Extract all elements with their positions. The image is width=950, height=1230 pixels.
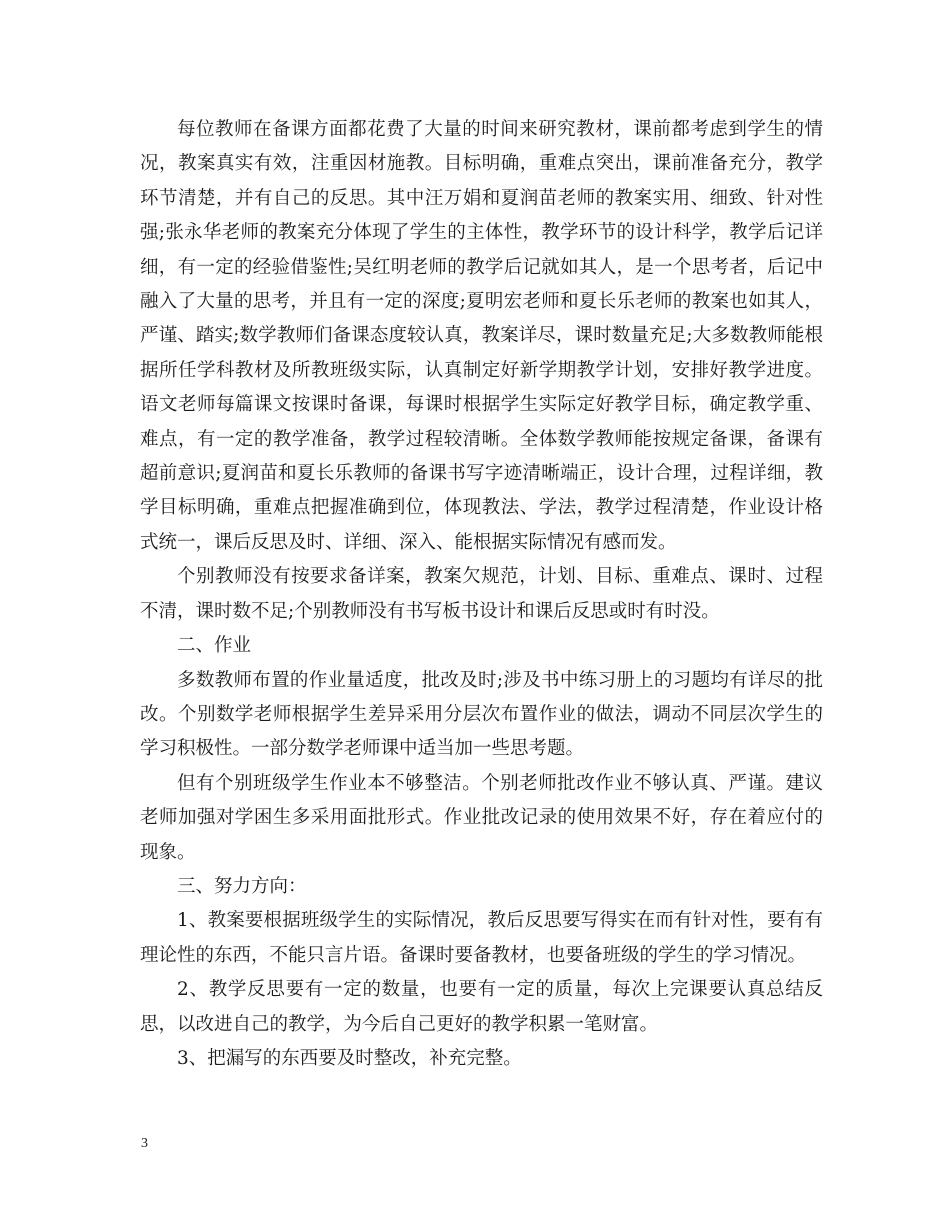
paragraph-homework-issues: 但有个别班级学生作业本不够整洁。个别老师批改作业不够认真、严谨。建议老师加强对学困生多采用面批形式。作业批改记录的使用效果不好，存在着应付的现象。	[140, 772, 823, 863]
document-body	[140, 113, 823, 1076]
paragraph-lesson-prep-issues: 个别教师没有按要求备详案，教案欠规范，计划、目标、重难点、课时、过程不清，课时数不足;个别教师没有书写板书设计和课后反思或时有时没。	[140, 566, 823, 622]
section-heading-direction: 三、努力方向：	[177, 875, 307, 897]
paragraph-homework-strengths: 多数教师布置的作业量适度，批改及时;涉及书中练习册上的习题均有详尽的批改。个别数学老师根据学生差异采用分层次布置作业的做法，调动不同层次学生的学习积极性。一部分数学老师课中适当加一些思考题。	[140, 669, 823, 760]
list-item-direction-3: 3、把漏写的东西要及时整改，补充完整。	[177, 1047, 522, 1069]
list-item-direction-1: 1、教案要根据班级学生的实际情况，教后反思要写得实在而有针对性，要有有理论性的东西，不能只言片语。备课时要备教材，也要备班级的学生的学习情况。	[140, 910, 823, 966]
list-item-direction-2: 2、教学反思要有一定的数量，也要有一定的质量，每次上完课要认真总结反思，以改进自己的教学，为今后自己更好的教学积累一笔财富。	[140, 979, 823, 1035]
section-heading-homework: 二、作业	[177, 635, 252, 657]
paragraph-lesson-prep-strengths: 每位教师在备课方面都花费了大量的时间来研究教材，课前都考虑到学生的情况，教案真实有效，注重因材施教。目标明确，重难点突出，课前准备充分，教学环节清楚，并有自己的反思。其中汪万娟和夏润苗老师的教案实用、细致、针对性强;张永华老师的教案充分体现了学生的主体性，教学环节的设计科学，教学后记详细，有一定的经验借鉴性;吴红明老师的教学后记就如其人，是一个思考者，后记中融入了大量的思考，并且有一定的深度;夏明宏老师和夏长乐老师的教案也如其人，严谨、踏实;数学教师们备课态度较认真，教案详尽，课时数量充足;大多数教师能根据所任学科教材及所教班级实际，认真制定好新学期教学计划，安排好教学进度。语文老师每篇课文按课时备课，每课时根据学生实际定好教学目标，确定教学重、难点，有一定的教学准备，教学过程较清晰。全体数学教师能按规定备课，备课有超前意识;夏润苗和夏长乐教师的备课书写字迹清晰端正，设计合理，过程详细，教学目标明确，重难点把握准确到位，体现教法、学法，教学过程清楚，作业设计格式统一，课后反思及时、详细、深入、能根据实际情况有感而发。	[140, 119, 823, 553]
page-number: 3	[141, 1136, 148, 1151]
